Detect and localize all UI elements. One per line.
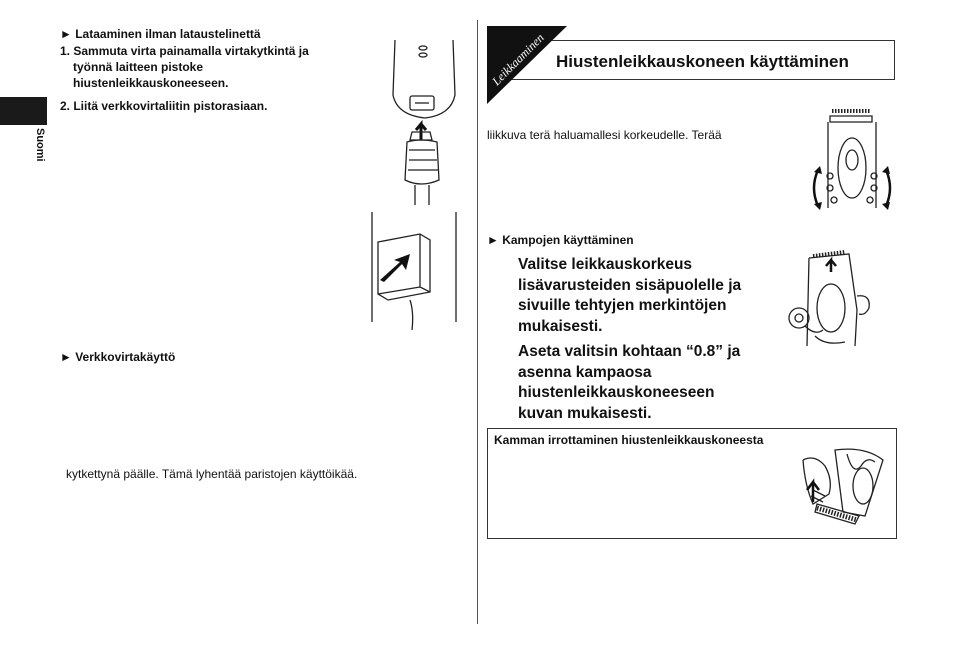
corner-tab-label: Leikkaaminen: [489, 30, 547, 89]
clipper-dial-illustration: [810, 108, 895, 218]
column-divider: [477, 20, 478, 624]
comb-removal-title: Kamman irrottaminen hiustenleikkauskoneesta: [494, 433, 764, 447]
clipper-plug-illustration: [385, 40, 465, 210]
language-tab-marker: [0, 97, 47, 125]
step-1-text: 1. Sammuta virta painamalla virtakytkintä ja: [60, 44, 309, 58]
comb-section-heading: ► Kampojen käyttäminen: [487, 233, 634, 247]
step-1-line3: hiustenleikkauskoneeseen.: [73, 76, 229, 90]
adapter-socket-illustration: [370, 212, 460, 337]
comb-step-a: Valitse leikkauskorkeus lisävarusteiden sisäpuolelle ja sivuille tehtyjen merkintöjen mukaisesti.: [518, 256, 742, 335]
comb-step-b: Aseta valitsin kohtaan “0.8” ja asenna kampaosa hiustenleikkauskoneeseen kuvan mukaisesti.: [518, 343, 741, 422]
comb-attach-illustration: [785, 250, 885, 350]
language-tab-label: Suomi: [34, 128, 46, 162]
comb-removal-illustration: [795, 446, 890, 531]
corner-tab-badge: [487, 26, 567, 104]
mains-note-text: kytkettynä päälle. Tämä lyhentää paristojen käyttöikää.: [66, 467, 358, 481]
step-2-text: 2. Liitä verkkovirtaliitin pistorasiaan.: [60, 99, 268, 113]
section-heading-charging: ► Lataaminen ilman lataustelinettä: [60, 27, 261, 41]
step-1-line2: työnnä laitteen pistoke: [73, 60, 204, 74]
section-heading-mains: ► Verkkovirtakäyttö: [60, 350, 176, 364]
intro-text: liikkuva terä haluamallesi korkeudelle. Terää: [487, 128, 722, 142]
page-title: Hiustenleikkauskoneen käyttäminen: [556, 52, 849, 71]
